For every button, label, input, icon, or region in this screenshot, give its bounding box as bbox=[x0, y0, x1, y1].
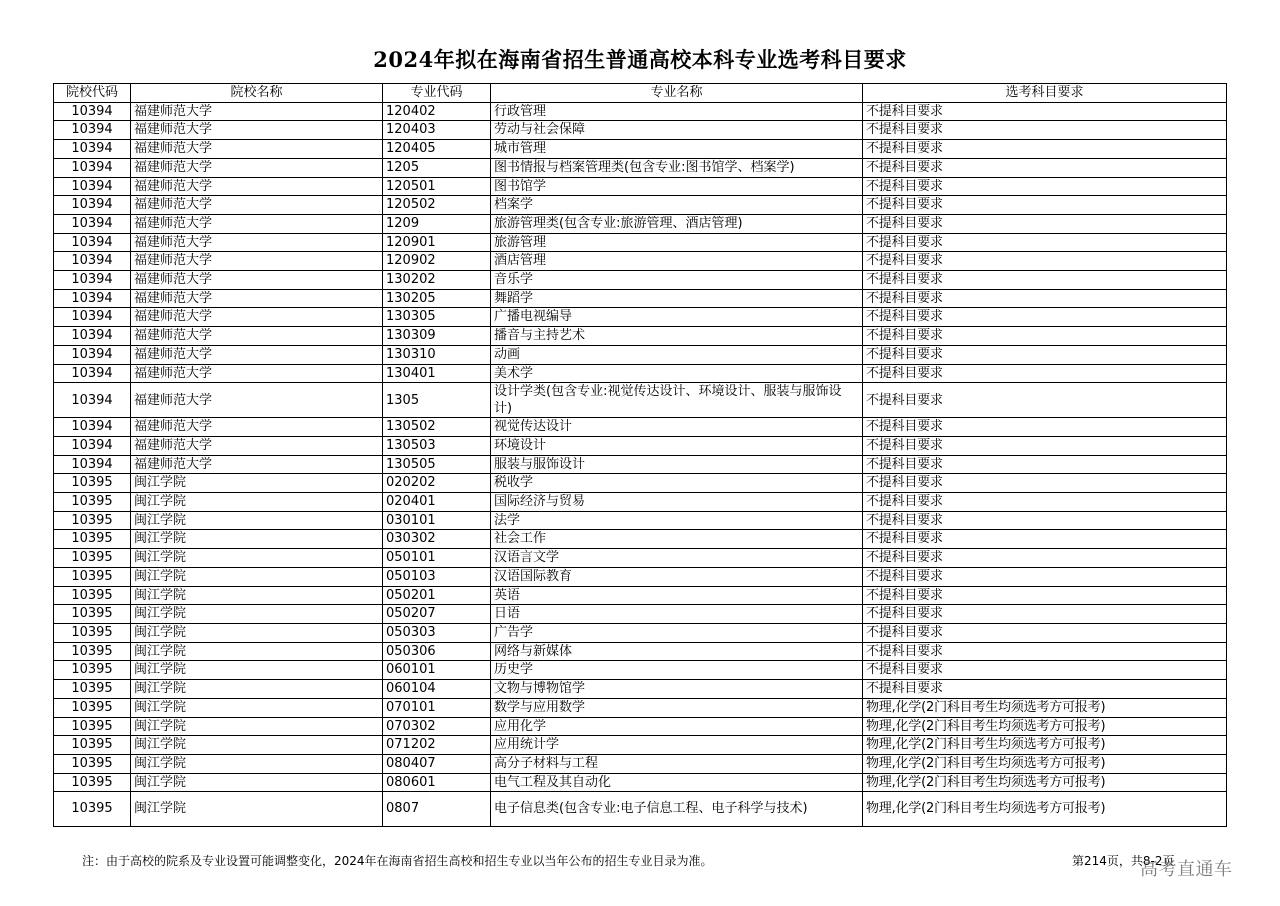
school-name-cell: 闽江学院 bbox=[131, 698, 383, 717]
school-code-cell: 10395 bbox=[54, 698, 131, 717]
requirement-cell: 物理,化学(2门科目考生均须选考方可报考) bbox=[863, 736, 1227, 755]
school-code-cell: 10395 bbox=[54, 567, 131, 586]
requirement-cell: 不提科目要求 bbox=[863, 623, 1227, 642]
major-name-cell: 数学与应用数学 bbox=[491, 698, 863, 717]
requirement-cell: 不提科目要求 bbox=[863, 102, 1227, 121]
table-header-row bbox=[54, 84, 1227, 103]
requirements-table bbox=[53, 83, 1227, 827]
school-code-cell: 10394 bbox=[54, 121, 131, 140]
table-row bbox=[54, 383, 1227, 418]
school-name-cell: 闽江学院 bbox=[131, 586, 383, 605]
major-name-cell: 图书馆学 bbox=[491, 177, 863, 196]
major-code-cell: 1205 bbox=[383, 158, 491, 177]
requirement-cell: 不提科目要求 bbox=[863, 474, 1227, 493]
major-name-cell: 历史学 bbox=[491, 661, 863, 680]
table-row bbox=[54, 549, 1227, 568]
major-code-cell: 0807 bbox=[383, 792, 491, 827]
school-name-cell: 闽江学院 bbox=[131, 717, 383, 736]
school-name-cell: 福建师范大学 bbox=[131, 196, 383, 215]
major-name-cell: 图书情报与档案管理类(包含专业:图书馆学、档案学) bbox=[491, 158, 863, 177]
major-name-cell: 视觉传达设计 bbox=[491, 418, 863, 437]
school-code-cell: 10394 bbox=[54, 214, 131, 233]
table-row bbox=[54, 121, 1227, 140]
major-code-cell: 120402 bbox=[383, 102, 491, 121]
major-code-cell: 050201 bbox=[383, 586, 491, 605]
requirement-cell: 不提科目要求 bbox=[863, 327, 1227, 346]
school-code-cell: 10395 bbox=[54, 642, 131, 661]
major-code-cell: 130401 bbox=[383, 364, 491, 383]
major-name-cell: 城市管理 bbox=[491, 140, 863, 159]
table-row bbox=[54, 364, 1227, 383]
school-code-cell: 10395 bbox=[54, 680, 131, 699]
school-name-cell: 闽江学院 bbox=[131, 792, 383, 827]
requirement-cell: 不提科目要求 bbox=[863, 436, 1227, 455]
major-code-cell: 120501 bbox=[383, 177, 491, 196]
school-code-cell: 10395 bbox=[54, 493, 131, 512]
major-name-cell: 电气工程及其自动化 bbox=[491, 773, 863, 792]
requirement-cell: 不提科目要求 bbox=[863, 345, 1227, 364]
school-name-cell: 福建师范大学 bbox=[131, 327, 383, 346]
school-code-cell: 10395 bbox=[54, 511, 131, 530]
table-row bbox=[54, 717, 1227, 736]
major-name-cell: 舞蹈学 bbox=[491, 289, 863, 308]
major-name-cell: 行政管理 bbox=[491, 102, 863, 121]
major-code-cell: 120902 bbox=[383, 252, 491, 271]
major-code-cell: 070101 bbox=[383, 698, 491, 717]
school-name-cell: 闽江学院 bbox=[131, 680, 383, 699]
major-code-cell: 1305 bbox=[383, 383, 491, 418]
major-name-cell: 汉语国际教育 bbox=[491, 567, 863, 586]
table-row bbox=[54, 642, 1227, 661]
major-name-cell: 音乐学 bbox=[491, 271, 863, 290]
table-row bbox=[54, 289, 1227, 308]
major-code-cell: 120502 bbox=[383, 196, 491, 215]
major-name-cell: 法学 bbox=[491, 511, 863, 530]
major-code-cell: 060104 bbox=[383, 680, 491, 699]
table-row bbox=[54, 345, 1227, 364]
table-row bbox=[54, 773, 1227, 792]
major-name-cell: 文物与博物馆学 bbox=[491, 680, 863, 699]
major-name-cell: 美术学 bbox=[491, 364, 863, 383]
school-code-cell: 10394 bbox=[54, 308, 131, 327]
major-name-cell: 高分子材料与工程 bbox=[491, 754, 863, 773]
major-name-cell: 社会工作 bbox=[491, 530, 863, 549]
major-name-cell: 档案学 bbox=[491, 196, 863, 215]
school-name-cell: 闽江学院 bbox=[131, 549, 383, 568]
school-code-cell: 10394 bbox=[54, 289, 131, 308]
school-name-cell: 闽江学院 bbox=[131, 773, 383, 792]
requirement-cell: 不提科目要求 bbox=[863, 140, 1227, 159]
major-name-cell: 英语 bbox=[491, 586, 863, 605]
major-code-cell: 080601 bbox=[383, 773, 491, 792]
major-name-cell: 日语 bbox=[491, 605, 863, 624]
table-row bbox=[54, 102, 1227, 121]
table-row bbox=[54, 605, 1227, 624]
major-name-cell: 应用化学 bbox=[491, 717, 863, 736]
school-name-cell: 福建师范大学 bbox=[131, 233, 383, 252]
requirement-cell: 不提科目要求 bbox=[863, 586, 1227, 605]
school-name-cell: 闽江学院 bbox=[131, 567, 383, 586]
table-row bbox=[54, 567, 1227, 586]
school-name-cell: 福建师范大学 bbox=[131, 121, 383, 140]
major-name-cell: 应用统计学 bbox=[491, 736, 863, 755]
requirement-cell: 不提科目要求 bbox=[863, 271, 1227, 290]
requirement-cell: 物理,化学(2门科目考生均须选考方可报考) bbox=[863, 717, 1227, 736]
table-row bbox=[54, 436, 1227, 455]
major-code-cell: 130205 bbox=[383, 289, 491, 308]
column-header: 选考科目要求 bbox=[863, 84, 1227, 103]
table-row bbox=[54, 754, 1227, 773]
school-name-cell: 福建师范大学 bbox=[131, 158, 383, 177]
major-name-cell: 电子信息类(包含专业:电子信息工程、电子科学与技术) bbox=[491, 792, 863, 827]
school-code-cell: 10395 bbox=[54, 661, 131, 680]
major-name-cell: 国际经济与贸易 bbox=[491, 493, 863, 512]
school-code-cell: 10394 bbox=[54, 455, 131, 474]
requirement-cell: 不提科目要求 bbox=[863, 661, 1227, 680]
major-name-cell: 网络与新媒体 bbox=[491, 642, 863, 661]
major-code-cell: 030101 bbox=[383, 511, 491, 530]
page-title: 2024年拟在海南省招生普通高校本科专业选考科目要求 bbox=[373, 47, 907, 72]
school-name-cell: 福建师范大学 bbox=[131, 177, 383, 196]
school-name-cell: 福建师范大学 bbox=[131, 364, 383, 383]
requirement-cell: 不提科目要求 bbox=[863, 605, 1227, 624]
school-name-cell: 闽江学院 bbox=[131, 530, 383, 549]
major-name-cell: 劳动与社会保障 bbox=[491, 121, 863, 140]
school-code-cell: 10395 bbox=[54, 773, 131, 792]
requirement-cell: 不提科目要求 bbox=[863, 455, 1227, 474]
school-code-cell: 10394 bbox=[54, 140, 131, 159]
school-name-cell: 闽江学院 bbox=[131, 511, 383, 530]
school-name-cell: 福建师范大学 bbox=[131, 140, 383, 159]
table-row bbox=[54, 177, 1227, 196]
table-row bbox=[54, 271, 1227, 290]
school-name-cell: 闽江学院 bbox=[131, 661, 383, 680]
major-name-cell: 服装与服饰设计 bbox=[491, 455, 863, 474]
major-name-cell: 广告学 bbox=[491, 623, 863, 642]
school-code-cell: 10394 bbox=[54, 345, 131, 364]
requirement-cell: 物理,化学(2门科目考生均须选考方可报考) bbox=[863, 754, 1227, 773]
school-name-cell: 福建师范大学 bbox=[131, 436, 383, 455]
major-code-cell: 050103 bbox=[383, 567, 491, 586]
table-row bbox=[54, 511, 1227, 530]
column-header: 专业名称 bbox=[491, 84, 863, 103]
table-row bbox=[54, 418, 1227, 437]
school-code-cell: 10394 bbox=[54, 252, 131, 271]
table-row bbox=[54, 792, 1227, 827]
major-name-cell: 税收学 bbox=[491, 474, 863, 493]
school-code-cell: 10394 bbox=[54, 196, 131, 215]
requirement-cell: 不提科目要求 bbox=[863, 511, 1227, 530]
requirement-cell: 不提科目要求 bbox=[863, 567, 1227, 586]
major-code-cell: 050303 bbox=[383, 623, 491, 642]
school-name-cell: 闽江学院 bbox=[131, 474, 383, 493]
major-code-cell: 120403 bbox=[383, 121, 491, 140]
table-row bbox=[54, 661, 1227, 680]
column-header: 院校名称 bbox=[131, 84, 383, 103]
table-row bbox=[54, 455, 1227, 474]
table-row bbox=[54, 530, 1227, 549]
school-code-cell: 10394 bbox=[54, 102, 131, 121]
school-name-cell: 闽江学院 bbox=[131, 493, 383, 512]
school-name-cell: 闽江学院 bbox=[131, 754, 383, 773]
school-name-cell: 闽江学院 bbox=[131, 605, 383, 624]
school-name-cell: 福建师范大学 bbox=[131, 214, 383, 233]
school-code-cell: 10395 bbox=[54, 605, 131, 624]
school-name-cell: 福建师范大学 bbox=[131, 345, 383, 364]
table-row bbox=[54, 736, 1227, 755]
requirement-cell: 不提科目要求 bbox=[863, 177, 1227, 196]
requirement-cell: 不提科目要求 bbox=[863, 289, 1227, 308]
requirement-cell: 物理,化学(2门科目考生均须选考方可报考) bbox=[863, 792, 1227, 827]
major-name-cell: 酒店管理 bbox=[491, 252, 863, 271]
school-code-cell: 10394 bbox=[54, 177, 131, 196]
school-code-cell: 10395 bbox=[54, 530, 131, 549]
major-code-cell: 130310 bbox=[383, 345, 491, 364]
school-code-cell: 10395 bbox=[54, 623, 131, 642]
major-name-cell: 旅游管理 bbox=[491, 233, 863, 252]
major-code-cell: 050101 bbox=[383, 549, 491, 568]
major-name-cell: 广播电视编导 bbox=[491, 308, 863, 327]
requirement-cell: 不提科目要求 bbox=[863, 121, 1227, 140]
school-name-cell: 福建师范大学 bbox=[131, 455, 383, 474]
school-code-cell: 10395 bbox=[54, 754, 131, 773]
table-row bbox=[54, 586, 1227, 605]
table-row bbox=[54, 214, 1227, 233]
column-header: 院校代码 bbox=[54, 84, 131, 103]
major-code-cell: 030302 bbox=[383, 530, 491, 549]
major-code-cell: 130305 bbox=[383, 308, 491, 327]
school-code-cell: 10395 bbox=[54, 586, 131, 605]
school-name-cell: 福建师范大学 bbox=[131, 271, 383, 290]
school-name-cell: 福建师范大学 bbox=[131, 289, 383, 308]
major-code-cell: 130202 bbox=[383, 271, 491, 290]
school-name-cell: 福建师范大学 bbox=[131, 308, 383, 327]
requirement-cell: 不提科目要求 bbox=[863, 383, 1227, 418]
school-code-cell: 10394 bbox=[54, 418, 131, 437]
table-row bbox=[54, 196, 1227, 215]
major-code-cell: 130309 bbox=[383, 327, 491, 346]
requirement-cell: 不提科目要求 bbox=[863, 233, 1227, 252]
table-row bbox=[54, 140, 1227, 159]
major-name-cell: 汉语言文学 bbox=[491, 549, 863, 568]
school-code-cell: 10394 bbox=[54, 233, 131, 252]
school-code-cell: 10394 bbox=[54, 158, 131, 177]
major-code-cell: 130503 bbox=[383, 436, 491, 455]
requirement-cell: 不提科目要求 bbox=[863, 196, 1227, 215]
school-name-cell: 福建师范大学 bbox=[131, 383, 383, 418]
table-row bbox=[54, 252, 1227, 271]
school-code-cell: 10395 bbox=[54, 549, 131, 568]
major-name-cell: 设计学类(包含专业:视觉传达设计、环境设计、服装与服饰设计) bbox=[491, 383, 863, 418]
column-header: 专业代码 bbox=[383, 84, 491, 103]
table-row bbox=[54, 327, 1227, 346]
requirement-cell: 不提科目要求 bbox=[863, 493, 1227, 512]
school-code-cell: 10395 bbox=[54, 717, 131, 736]
major-code-cell: 080407 bbox=[383, 754, 491, 773]
table-row bbox=[54, 623, 1227, 642]
requirement-cell: 不提科目要求 bbox=[863, 549, 1227, 568]
major-name-cell: 播音与主持艺术 bbox=[491, 327, 863, 346]
school-name-cell: 福建师范大学 bbox=[131, 418, 383, 437]
footer-note: 注：由于高校的院系及专业设置可能调整变化，2024年在海南省招生高校和招生专业以当年公布的招生专业目录为准。 bbox=[82, 854, 713, 868]
school-code-cell: 10394 bbox=[54, 436, 131, 455]
school-name-cell: 闽江学院 bbox=[131, 623, 383, 642]
major-code-cell: 120405 bbox=[383, 140, 491, 159]
major-code-cell: 070302 bbox=[383, 717, 491, 736]
major-code-cell: 060101 bbox=[383, 661, 491, 680]
watermark: 高考直通车 bbox=[1140, 859, 1233, 880]
major-code-cell: 120901 bbox=[383, 233, 491, 252]
school-name-cell: 闽江学院 bbox=[131, 642, 383, 661]
requirement-cell: 不提科目要求 bbox=[863, 214, 1227, 233]
school-code-cell: 10394 bbox=[54, 364, 131, 383]
table-row bbox=[54, 680, 1227, 699]
requirement-cell: 物理,化学(2门科目考生均须选考方可报考) bbox=[863, 698, 1227, 717]
school-name-cell: 福建师范大学 bbox=[131, 252, 383, 271]
school-code-cell: 10395 bbox=[54, 474, 131, 493]
major-name-cell: 环境设计 bbox=[491, 436, 863, 455]
requirement-cell: 不提科目要求 bbox=[863, 530, 1227, 549]
major-name-cell: 动画 bbox=[491, 345, 863, 364]
major-code-cell: 050207 bbox=[383, 605, 491, 624]
major-code-cell: 130502 bbox=[383, 418, 491, 437]
table-row bbox=[54, 233, 1227, 252]
major-name-cell: 旅游管理类(包含专业:旅游管理、酒店管理) bbox=[491, 214, 863, 233]
requirement-cell: 不提科目要求 bbox=[863, 642, 1227, 661]
requirement-cell: 不提科目要求 bbox=[863, 308, 1227, 327]
table-body bbox=[54, 102, 1227, 827]
table-row bbox=[54, 698, 1227, 717]
school-name-cell: 闽江学院 bbox=[131, 736, 383, 755]
major-code-cell: 020202 bbox=[383, 474, 491, 493]
requirement-cell: 不提科目要求 bbox=[863, 364, 1227, 383]
table-row bbox=[54, 474, 1227, 493]
school-name-cell: 福建师范大学 bbox=[131, 102, 383, 121]
requirement-cell: 不提科目要求 bbox=[863, 252, 1227, 271]
requirement-cell: 不提科目要求 bbox=[863, 680, 1227, 699]
school-code-cell: 10395 bbox=[54, 792, 131, 827]
table-row bbox=[54, 308, 1227, 327]
requirement-cell: 不提科目要求 bbox=[863, 418, 1227, 437]
major-code-cell: 050306 bbox=[383, 642, 491, 661]
page-number: 第214页，共8-2页 bbox=[1072, 854, 1175, 868]
major-code-cell: 130505 bbox=[383, 455, 491, 474]
school-code-cell: 10394 bbox=[54, 327, 131, 346]
major-code-cell: 071202 bbox=[383, 736, 491, 755]
school-code-cell: 10394 bbox=[54, 271, 131, 290]
table-row bbox=[54, 493, 1227, 512]
major-code-cell: 020401 bbox=[383, 493, 491, 512]
table-row bbox=[54, 158, 1227, 177]
school-code-cell: 10394 bbox=[54, 383, 131, 418]
requirement-cell: 不提科目要求 bbox=[863, 158, 1227, 177]
major-code-cell: 1209 bbox=[383, 214, 491, 233]
requirement-cell: 物理,化学(2门科目考生均须选考方可报考) bbox=[863, 773, 1227, 792]
school-code-cell: 10395 bbox=[54, 736, 131, 755]
